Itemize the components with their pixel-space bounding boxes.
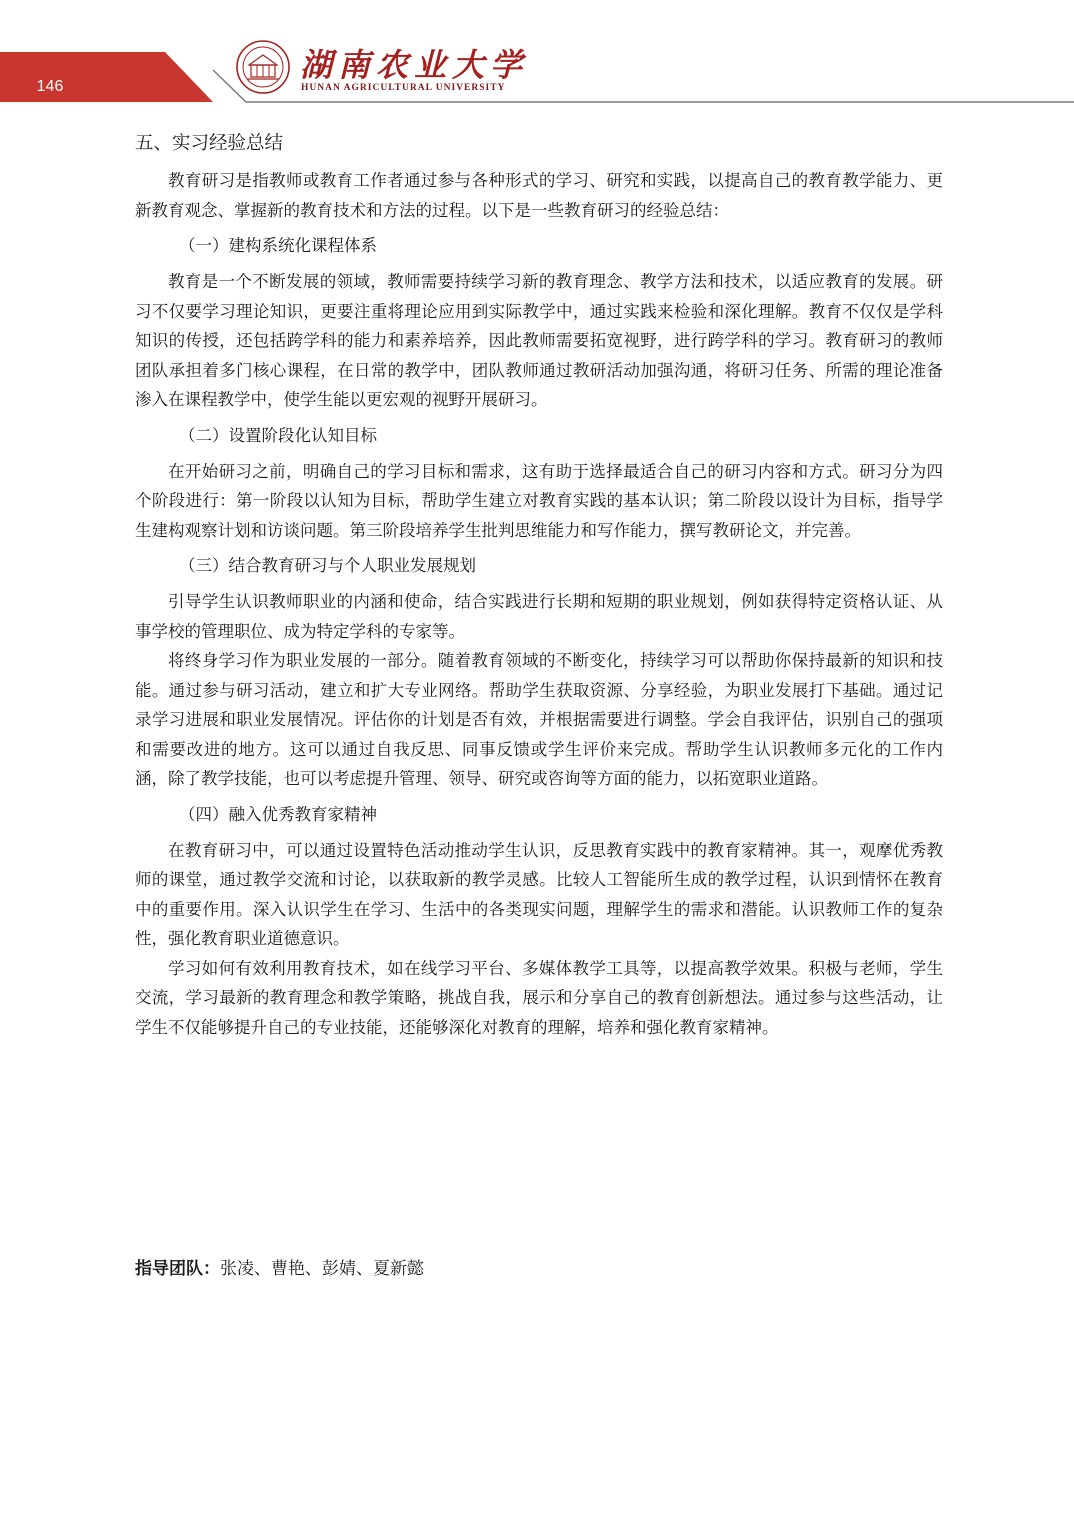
page-header bbox=[0, 0, 1074, 110]
paragraph: 学习如何有效利用教育技术，如在线学习平台、多媒体教学工具等，以提高教学效果。积极与老师，学生交流，学习最新的教育理念和教学策略，挑战自我，展示和分享自己的教育创新想法。通过参与这些活动，让学生不仅能够提升自己的专业技能，还能够深化对教育的理解，培养和强化教育家精神。 bbox=[135, 958, 943, 1037]
paragraph: 教育是一个不断发展的领域，教师需要持续学习新的教育理念、教学方法和技术，以适应教育的发展。研习不仅要学习理论知识，更要注重将理论应用到实际教学中，通过实践来检验和深化理解。教育不仅仅是学科知识的传授，还包括跨学科的能力和素养培养，因此教师需要拓宽视野，进行跨学科的学习。教育研习的教师团队承担着多门核心课程，在日常的教学中，团队教师通过教研活动加强沟通，将研习任务、所需的理论准备渗入在课程教学中，使学生能以更宏观的视野开展研习。 bbox=[135, 272, 943, 409]
subsection-title-3: （三）结合教育研习与个人职业发展规划 bbox=[179, 556, 476, 575]
page-number: 146 bbox=[36, 78, 64, 95]
guiding-team-members: 张凌、曹艳、彭婧、夏新懿 bbox=[220, 1259, 424, 1279]
subsection-title-2: （二）设置阶段化认知目标 bbox=[179, 425, 377, 445]
university-logo-subtitle: HUNAN AGRICULTURAL UNIVERSITY bbox=[301, 83, 506, 93]
subsection-title-1: （一）建构系统化课程体系 bbox=[179, 236, 377, 255]
section-intro: 教育研习是指教师或教育工作者通过参与各种形式的学习、研究和实践，以提高自己的教育教学能力、更新教育观念、掌握新的教育技术和方法的过程。以下是一些教育研习的经验总结： bbox=[135, 171, 943, 220]
university-seal-icon bbox=[237, 41, 289, 93]
subsection-title-4: （四）融入优秀教育家精神 bbox=[179, 804, 377, 824]
guiding-team bbox=[135, 1255, 424, 1283]
guiding-team-label: 指导团队： bbox=[135, 1259, 220, 1279]
paragraph: 在教育研习中，可以通过设置特色活动推动学生认识，反思教育实践中的教育家精神。其一，观摩优秀教师的课堂，通过教学交流和讨论，以获取新的教学灵感。比较人工智能所生成的教学过程，认识到情怀在教育中的重要作用。深入认识学生在学习、生活中的各类现实问题，理解学生的需求和潜能。认识教师工作的复杂性，强化教育职业道德意识。 bbox=[135, 840, 943, 948]
section-title: 五、实习经验总结 bbox=[135, 133, 284, 154]
paragraph: 在开始研习之前，明确自己的学习目标和需求，这有助于选择最适合自己的研习内容和方式。研习分为四个阶段进行：第一阶段以认知为目标，帮助学生建立对教育实践的基本认识；第二阶段以设计为目标，指导学生建构观察计划和访谈问题。第三阶段培养学生批判思维能力和写作能力，撰写教研论文，并完善。 bbox=[135, 461, 943, 540]
paragraph: 将终身学习作为职业发展的一部分。随着教育领域的不断变化，持续学习可以帮助你保持最新的知识和技能。通过参与研习活动，建立和扩大专业网络。帮助学生获取资源、分享经验，为职业发展打下基础。通过记录学习进展和职业发展情况。评估你的计划是否有效，并根据需要进行调整。学会自我评估，识别自己的强项和需要改进的地方。这可以通过自我反思、同事反馈或学生评价来完成。帮助学生认识教师多元化的工作内涵，除了教学技能，也可以考虑提升管理、领导、研究或咨询等方面的能力，以拓宽职业道路。 bbox=[135, 651, 943, 788]
paragraph: 引导学生认识教师职业的内涵和使命，结合实践进行长期和短期的职业规划，例如获得特定资格认证、从事学校的管理职位、成为特定学科的专家等。 bbox=[135, 592, 943, 641]
header-decoration bbox=[0, 0, 1074, 110]
main-content bbox=[135, 128, 943, 1042]
university-logo-title: 湖南农业大学 bbox=[300, 46, 529, 84]
